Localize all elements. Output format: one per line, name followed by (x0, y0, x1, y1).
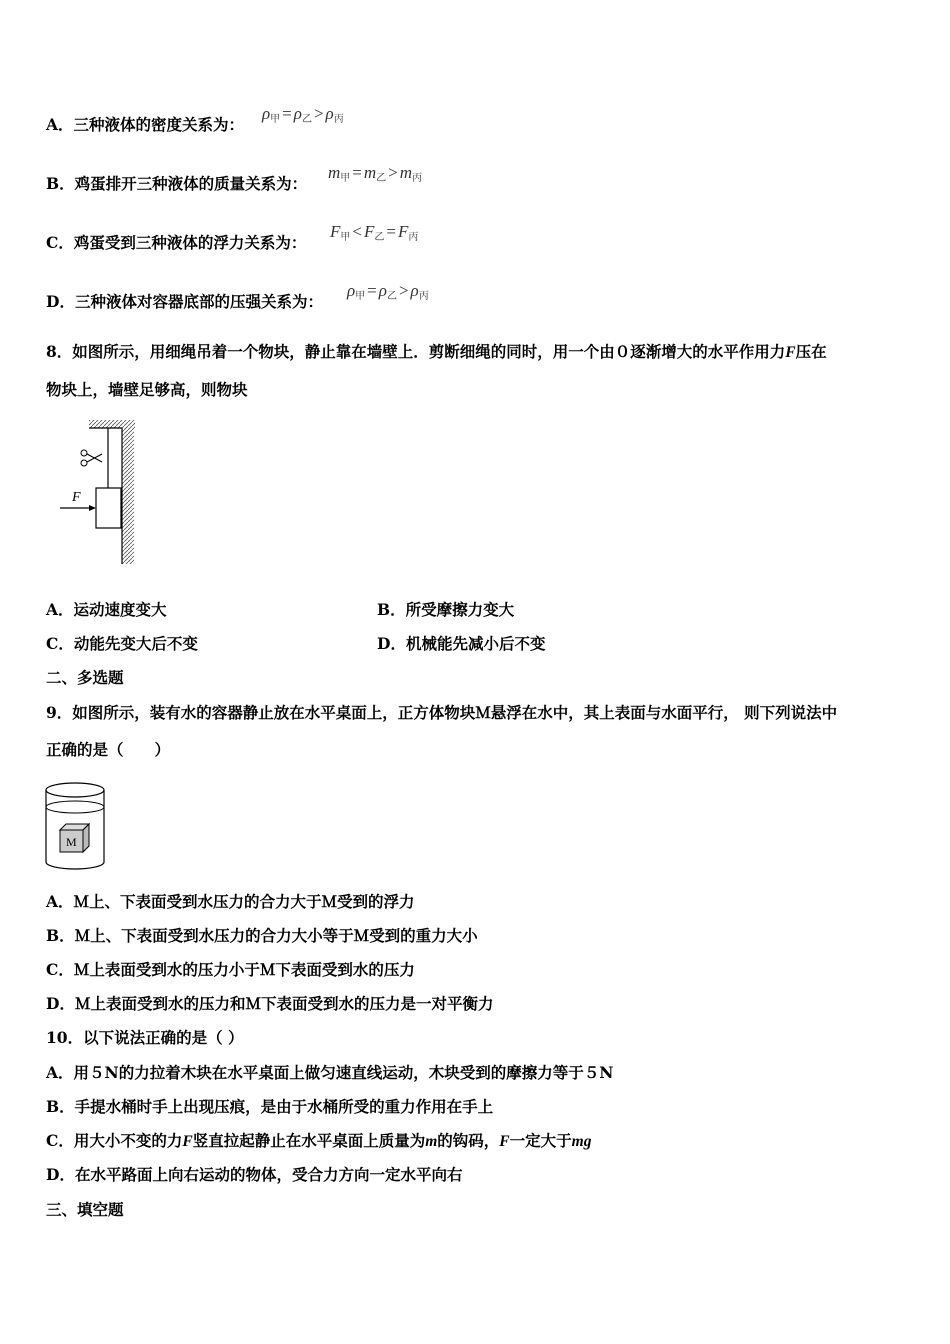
scissors-icon (81, 450, 102, 466)
q8-option-c: C．动能先变大后不变 (46, 634, 198, 653)
q9-option-c: C．Ｍ上表面受到水的压力小于Ｍ下表面受到水的压力 (46, 960, 415, 979)
q8-stem-line2: 物块上，墙壁足够高，则物块 (46, 380, 248, 399)
q7-option-c: C．鸡蛋受到三种液体的浮力关系为： (46, 233, 307, 252)
q8-stem-line1: 8．如图所示，用细绳吊着一个物块，静止靠在墙壁上．剪断细绳的同时，用一个由０逐渐增大的水平作用力F压在 (46, 342, 827, 361)
section-title-fill-in: 三、填空题 (46, 1200, 124, 1219)
q8-option-d: D．机械能先减小后不变 (377, 634, 546, 653)
q7-formula-b: $m_甲 = m_乙 > m_丙$ (328, 163, 423, 184)
q8-wall-block-figure (56, 418, 146, 568)
force-label: F (72, 490, 81, 505)
q10-stem: 10．以下说法正确的是（ ） (46, 1028, 244, 1047)
q10-option-b: B．手提水桶时手上出现压痕，是由于水桶所受的重力作用在手上 (46, 1097, 494, 1116)
q10-option-a: A．用５N的力拉着木块在水平桌面上做匀速直线运动，木块受到的摩擦力等于５N (46, 1063, 614, 1082)
q7-formula-a: $\rho_甲 = \rho_乙 > \rho_丙$ (262, 104, 344, 125)
q7-formula-d: $\rho_甲 = \rho_乙 > \rho_丙$ (347, 281, 429, 302)
cube-m (60, 824, 89, 852)
q10-option-c: C．用大小不变的力F竖直拉起静止在水平桌面上质量为m的钩码，F一定大于mg (46, 1131, 592, 1150)
q7-option-b: B．鸡蛋排开三种液体的质量关系为： (46, 174, 308, 193)
cube-label: M (66, 835, 77, 849)
q9-option-d: D．Ｍ上表面受到水的压力和Ｍ下表面受到水的压力是一对平衡力 (46, 994, 494, 1013)
q9-option-a: A．Ｍ上、下表面受到水压力的合力大于Ｍ受到的浮力 (46, 892, 415, 911)
q8-option-b: B．所受摩擦力变大 (377, 600, 515, 619)
q7-option-a: A．三种液体的密度关系为： (46, 115, 245, 134)
q9-container-figure (42, 780, 108, 874)
q7-option-d: D．三种液体对容器底部的压强关系为： (46, 292, 323, 311)
q9-option-b: B．Ｍ上、下表面受到水压力的合力大小等于Ｍ受到的重力大小 (46, 926, 478, 945)
q9-stem-line2: 正确的是（ ） (46, 740, 171, 759)
section-title-multiple-choice: 二、多选题 (46, 668, 124, 687)
q9-stem-line1: 9．如图所示，装有水的容器静止放在水平桌面上，正方体物块Ｍ悬浮在水中，其上表面与水面平行， 则下列说法中 (46, 703, 838, 722)
q8-option-a: A．运动速度变大 (46, 600, 167, 619)
q7-formula-c: $F_甲 < F_乙 = F_丙$ (330, 222, 419, 243)
q10-option-d: D．在水平路面上向右运动的物体，受合力方向一定水平向右 (46, 1165, 463, 1184)
